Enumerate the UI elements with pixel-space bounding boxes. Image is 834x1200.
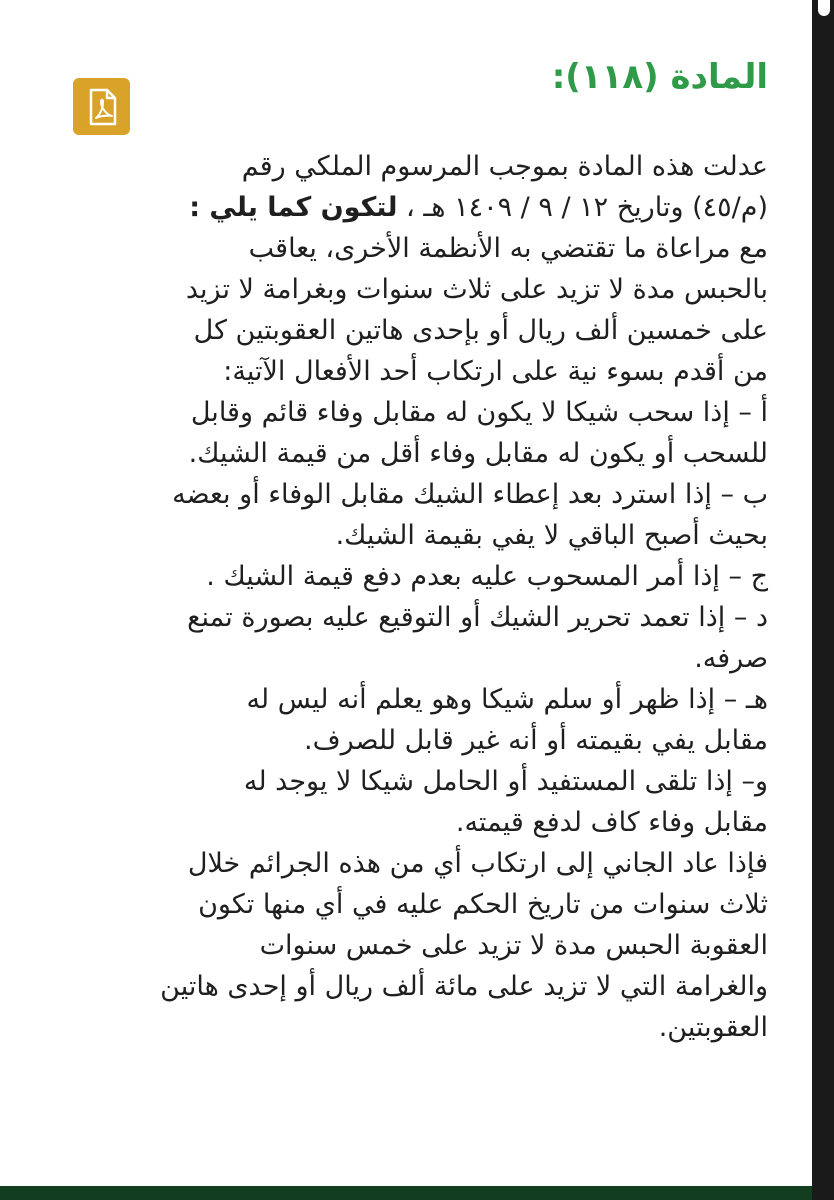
body-line-16: و– إذا تلقى المستفيد أو الحامل شيكا لا يوجد له: [243, 766, 768, 797]
body-line-7: أ – إذا سحب شيكا لا يكون له مقابل وفاء قائم وقابل: [190, 397, 768, 428]
body-line-1: عدلت هذه المادة بموجب المرسوم الملكي رقم: [241, 151, 768, 182]
article-body: [40, 146, 768, 1048]
body-line-13: صرفه.: [694, 643, 768, 674]
scroll-handle[interactable]: [818, 0, 830, 16]
body-line-14: هـ – إذا ظهر أو سلم شيكا وهو يعلم أنه ليس له: [246, 684, 768, 715]
scroll-track[interactable]: [812, 0, 834, 1200]
body-line-12: د – إذا تعمد تحرير الشيك أو التوقيع عليه بصورة تمنع: [187, 602, 768, 633]
body-line-3: مع مراعاة ما تقتضي به الأنظمة الأخرى، يعاقب: [248, 233, 768, 264]
article-title: المادة (١١٨):: [551, 57, 768, 97]
body-line-8: للسحب أو يكون له مقابل وفاء أقل من قيمة الشيك.: [188, 438, 768, 469]
bottom-strip: [0, 1186, 812, 1200]
body-line-2-emphasis: لتكون كما يلي :: [189, 192, 398, 223]
body-line-5: على خمسين ألف ريال أو بإحدى هاتين العقوبتين كل: [193, 315, 768, 346]
body-line-22: العقوبتين.: [658, 1012, 768, 1043]
pdf-download-button[interactable]: [73, 78, 130, 135]
pdf-icon: [85, 88, 119, 126]
body-line-10: بحيث أصبح الباقي لا يفي بقيمة الشيك.: [335, 520, 768, 551]
body-line-11: ج – إذا أمر المسحوب عليه بعدم دفع قيمة الشيك .: [206, 561, 768, 592]
body-line-15: مقابل يفي بقيمته أو أنه غير قابل للصرف.: [304, 725, 768, 756]
body-line-6: من أقدم بسوء نية على ارتكاب أحد الأفعال الآتية:: [223, 356, 768, 387]
body-line-9: ب – إذا استرد بعد إعطاء الشيك مقابل الوفاء أو بعضه: [172, 479, 768, 510]
body-line-19: ثلاث سنوات من تاريخ الحكم عليه في أي منها تكون: [198, 889, 768, 920]
body-line-21: والغرامة التي لا تزيد على مائة ألف ريال أو إحدى هاتين: [160, 971, 768, 1002]
body-line-2-text: (م/٤٥) وتاريخ ١٢ / ٩ / ١٤٠٩ هـ ،: [397, 192, 768, 223]
body-line-20: العقوبة الحبس مدة لا تزيد على خمس سنوات: [259, 930, 768, 961]
body-line-2: [40, 187, 768, 228]
body-line-4: بالحبس مدة لا تزيد على ثلاث سنوات وبغرامة لا تزيد: [185, 274, 768, 305]
body-line-18: فإذا عاد الجاني إلى ارتكاب أي من هذه الجرائم خلال: [187, 848, 768, 879]
body-line-17: مقابل وفاء كاف لدفع قيمته.: [455, 807, 768, 838]
